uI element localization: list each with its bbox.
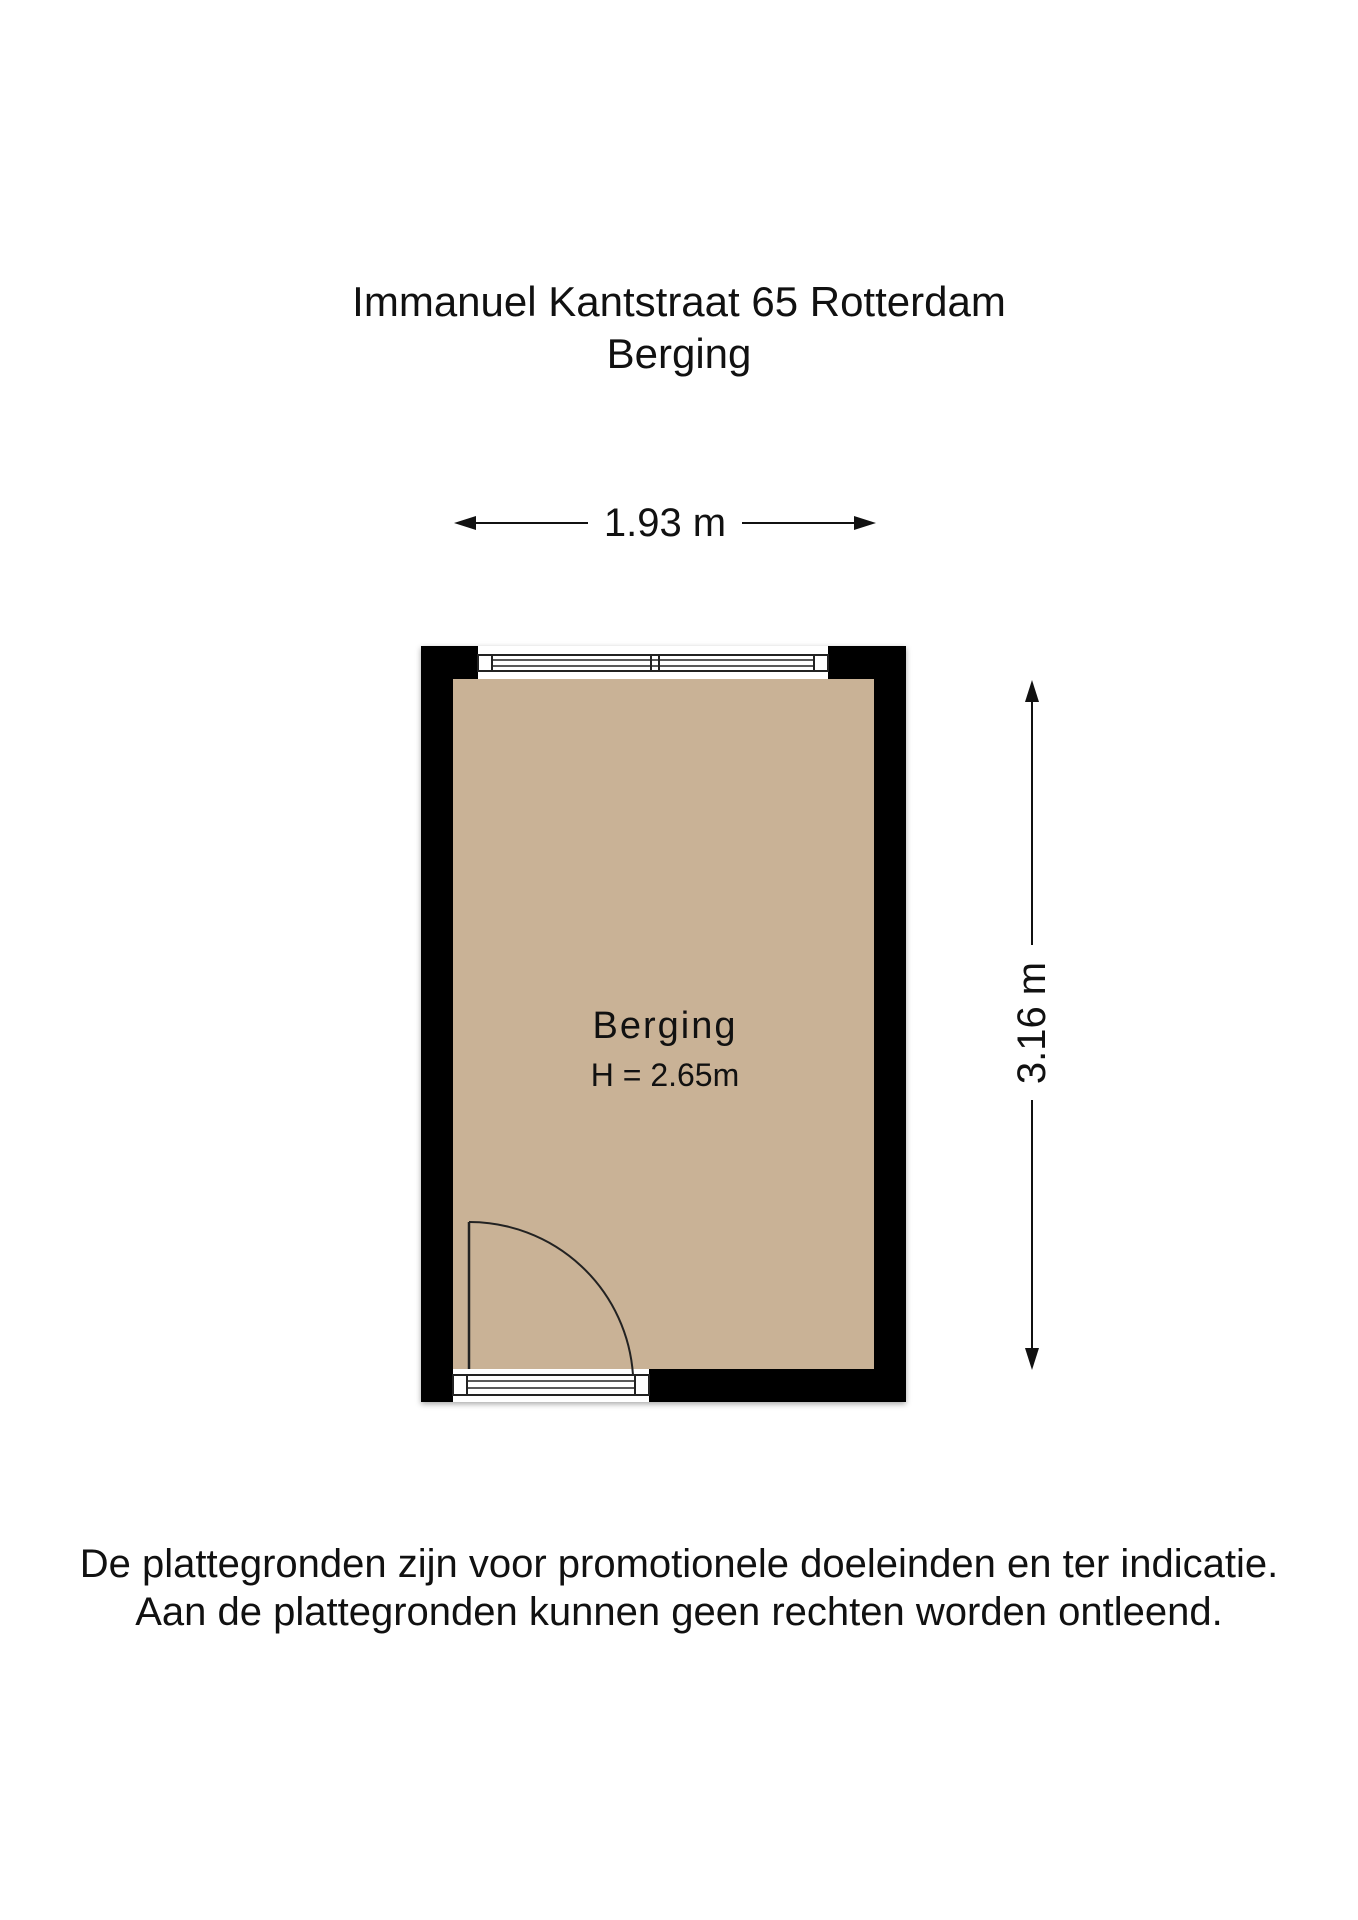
floor-title: Berging bbox=[606, 330, 752, 377]
arrow-up-icon bbox=[1025, 680, 1039, 702]
disclaimer bbox=[0, 1540, 1358, 1636]
arrow-down-icon bbox=[1025, 1348, 1039, 1370]
room-height-label: H = 2.65m bbox=[590, 1057, 740, 1093]
address-title: Immanuel Kantstraat 65 Rotterdam bbox=[352, 278, 1006, 325]
disclaimer-line-2: Aan de plattegronden kunnen geen rechten worden ontleend. bbox=[135, 1590, 1223, 1634]
depth-dimension-label: 3.16 m bbox=[1007, 948, 1057, 1098]
room-name-label: Berging bbox=[592, 1005, 738, 1047]
width-dimension-label: 1.93 m bbox=[590, 498, 740, 548]
arrow-left-icon bbox=[454, 516, 476, 530]
disclaimer-line-1: De plattegronden zijn voor promotionele doeleinden en ter indicatie. bbox=[79, 1542, 1279, 1586]
window bbox=[478, 646, 828, 679]
arrow-right-icon bbox=[854, 516, 876, 530]
